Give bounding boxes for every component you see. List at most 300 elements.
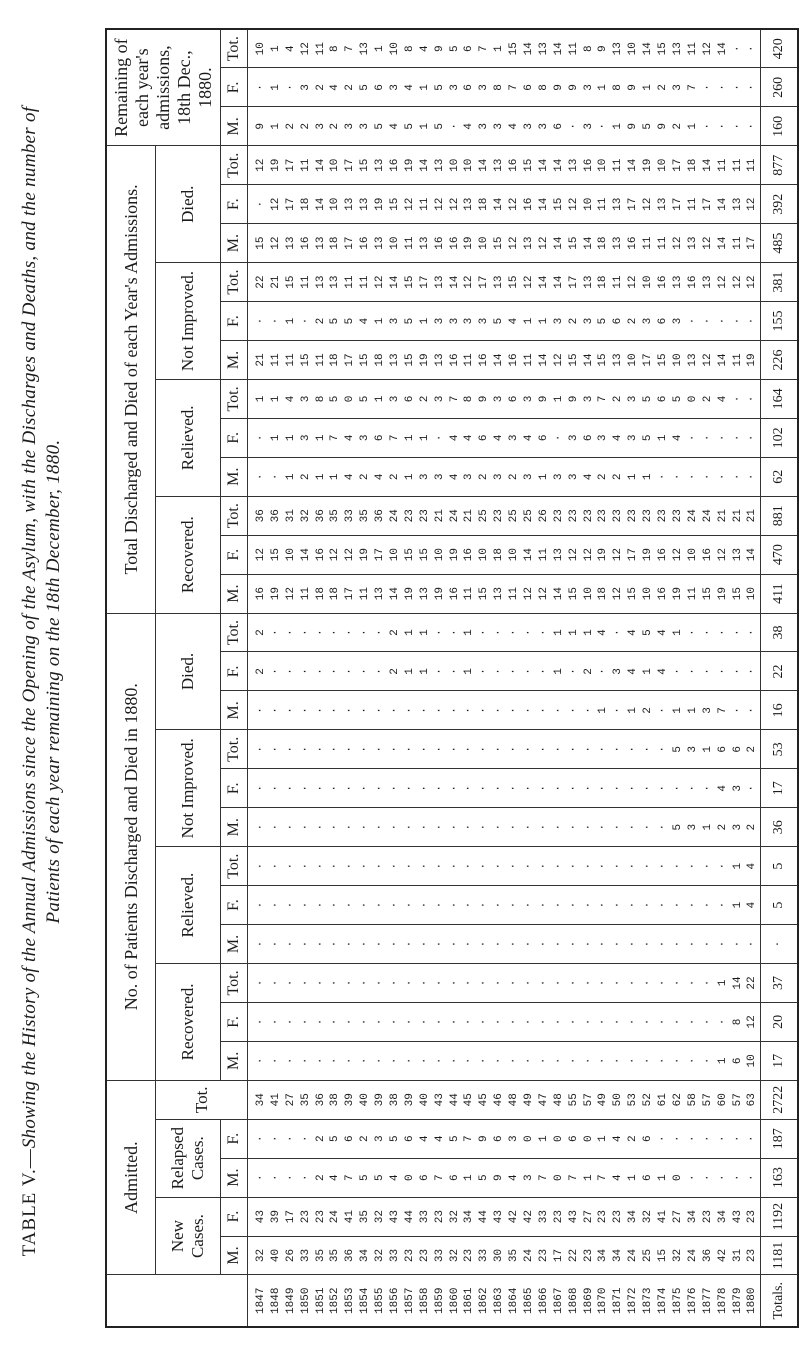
table-cell: 3 [731,784,744,792]
table-cell: 46 [493,1093,506,1107]
table-cell: · [269,1174,282,1181]
table-cell: · [463,901,476,909]
table-cell: 14 [731,976,744,990]
table-cell: · [403,979,416,987]
table-cell: · [686,473,699,481]
table-cell: · [523,979,536,987]
table-cell: 31 [284,509,297,523]
table-cell: 17 [374,548,387,562]
total-ni_f: 155 [761,302,799,341]
table-cell: 33 [433,1248,446,1263]
table-cell: · [537,1018,550,1026]
table-cell: 5 [597,317,610,325]
column-rem_tot [248,29,761,68]
table-cell: · [627,784,640,792]
table-cell: 33 [537,1210,550,1224]
total-n80_f: 17 [761,769,799,808]
table-cell: · [716,1174,729,1181]
table-cell: · [612,1018,625,1026]
table-cell: · [448,668,461,675]
total-rem_m: 160 [761,107,799,146]
table-cell: · [612,707,625,714]
table-cell: 11 [731,353,744,367]
table-cell: · [403,823,416,831]
table-cell: · [671,1057,684,1065]
table-cell: 14 [642,42,655,56]
table-cell: 3 [418,473,431,481]
table-cell: · [403,1057,416,1065]
table-cell: 12 [627,275,640,289]
table-cell: · [389,979,402,987]
table-cell: · [269,746,282,753]
table-cell: 8 [314,395,327,403]
table-cell: 41 [657,1210,670,1224]
table-cell: 1 [403,668,416,675]
year-label: 1850 [299,1287,312,1314]
table-cell: 1 [612,123,625,130]
table-cell: · [329,668,342,675]
subheader-rem_m: M. [221,107,248,146]
table-cell: · [329,784,342,792]
table-cell: 3 [523,123,536,130]
table-cell: · [552,979,565,987]
table-cell: 35 [508,1248,521,1263]
table-cell: 27 [582,1210,595,1224]
table-cell: 36 [314,509,327,523]
table-cell: 6 [523,84,536,91]
table-cell: · [418,746,431,753]
table-cell: · [508,823,521,831]
table-cell: 3 [478,123,491,130]
table-cell: 4 [344,473,357,481]
table-cell: 1 [537,473,550,481]
table-cell: 12 [567,548,580,562]
table-cell: 14 [299,548,312,562]
subheader-rel_m2: M. [221,457,248,496]
column-l80_tot [248,847,761,886]
table-cell: · [746,45,759,53]
table-cell: 2 [284,123,297,130]
table-cell: · [567,1057,580,1065]
table-cell: · [255,473,267,481]
table-cell: 15 [493,236,506,250]
table-cell: 3 [627,395,640,403]
table-cell: 6 [463,45,476,53]
table-cell: · [746,629,759,636]
table-cell: · [746,707,759,714]
table-cell: · [552,784,565,792]
column-l80_m [248,925,761,964]
table-cell: · [582,823,595,831]
table-cell: 11 [642,236,655,250]
table-cell: 2 [359,1135,372,1143]
column-rel_m2 [248,457,761,496]
table-cell: 14 [582,353,595,367]
table-cell: 8 [329,45,342,53]
year-label: 1877 [701,1287,714,1314]
table-caption [18,0,66,1363]
table-cell: · [597,746,610,753]
table-cell: 1 [657,434,670,442]
table-cell: 6 [657,317,670,325]
total-new_f: 1192 [761,1197,799,1236]
table-cell: 40 [359,1093,372,1107]
table-cell: · [686,629,699,636]
table-cell: 6 [448,1174,461,1181]
table-cell: 1 [493,45,506,53]
table-cell: 4 [612,1135,625,1143]
table-cell: 16 [433,236,446,250]
table-cell: 3 [686,823,699,831]
table-cell: 14 [552,275,565,289]
table-cell: · [359,1057,372,1065]
column-rem_m [248,107,761,146]
table-cell: · [478,784,491,792]
table-cell: · [597,901,610,909]
table-cell: 12 [523,587,536,601]
table-cell: · [314,1018,327,1026]
table-cell: 1 [463,668,476,675]
table-cell: · [448,1057,461,1065]
table-cell: · [448,1018,461,1026]
table-cell: 13 [284,236,297,250]
table-cell: · [418,901,431,909]
table-cell: 10 [478,236,491,250]
total-ni_m: 226 [761,341,799,380]
table-cell: 12 [269,236,282,250]
table-cell: 5 [448,45,461,53]
table-cell: · [657,473,670,481]
table-cell: 1 [418,123,431,130]
table-cell: 32 [448,1210,461,1224]
table-cell: · [389,1018,402,1026]
table-cell: 3 [433,395,446,403]
table-cell: 13 [582,275,595,289]
column-rel_tot [248,379,761,418]
not-improved-1880-header: Not Improved. [156,730,221,847]
table-cell: 31 [731,1248,744,1263]
table-cell: · [478,1057,491,1065]
table-cell: · [329,1018,342,1026]
table-cell: 3 [508,434,521,442]
table-cell: · [627,862,640,870]
table-cell: · [329,862,342,870]
year-label: 1873 [642,1287,655,1314]
table-cell: 17 [284,1210,297,1224]
table-cell: 14 [418,158,431,172]
table-cell: 7 [597,1174,610,1181]
table-cell: · [523,746,536,753]
table-cell: 12 [448,197,461,211]
table-cell: 12 [552,353,565,367]
table-cell: 15 [657,1248,670,1263]
table-cell: · [418,1057,431,1065]
table-cell: · [508,707,521,714]
table-cell: · [716,123,729,130]
table-cell: · [701,1135,714,1143]
table-cell: 1 [642,473,655,481]
table-cell: 39 [374,1093,387,1107]
table-cell: · [344,668,357,675]
table-cell: 13 [686,353,699,367]
table-cell: 11 [299,158,312,172]
table-cell: 39 [344,1093,357,1107]
header-row-3 [221,29,248,1327]
table-cell: 13 [567,158,580,172]
table-cell: 2 [508,473,521,481]
table-cell: 17 [284,197,297,211]
table-cell: 11 [612,158,625,172]
table-cell: 13 [537,42,550,56]
table-cell: 21 [731,509,744,523]
table-cell: · [716,862,729,870]
table-cell: 1 [686,123,699,130]
table-cell: 30 [493,1248,506,1263]
table-cell: · [508,979,521,987]
table-cell: 2 [701,395,714,403]
table-cell: 38 [389,1093,402,1107]
table-cell: · [582,784,595,792]
table-cell: 1 [671,629,684,636]
table-cell: 9 [493,1174,506,1181]
table-cell: · [642,862,655,870]
table-cell: 6 [642,1174,655,1181]
table-cell: 3 [389,395,402,403]
table-cell: 8 [612,84,625,91]
column-rec_tot [248,496,761,535]
table-cell: 12 [537,236,550,250]
table-cell: 13 [731,548,744,562]
table-cell: 13 [374,587,387,601]
table-cell: · [255,434,267,442]
table-cell: 35 [329,509,342,523]
table-cell: 11 [359,275,372,289]
table-cell: · [493,1057,506,1065]
table-cell: 11 [731,236,744,250]
table-cell: · [389,707,402,714]
table-cell: 11 [314,353,327,367]
table-cell: 24 [448,509,461,523]
total-rel_m: 163 [761,1158,799,1197]
table-cell: 15 [627,587,640,601]
table-cell: · [746,123,759,130]
table-cell: 1 [463,629,476,636]
table-cell: · [552,746,565,753]
table-cell: · [597,862,610,870]
table-cell: 15 [657,42,670,56]
table-cell: · [686,784,699,792]
table-cell: 3 [433,317,446,325]
table-cell: · [537,784,550,792]
table-cell: 0 [686,395,699,403]
table-cell: · [344,707,357,714]
table-cell: 11 [716,158,729,172]
subheader-rel_m: M. [221,1158,248,1197]
table-cell: · [344,979,357,987]
table-cell: · [686,940,699,948]
column-n80_m [248,808,761,847]
table-cell: · [552,1018,565,1026]
table-cell: · [627,746,640,753]
table-cell: 3 [552,473,565,481]
table-cell: 1 [269,395,282,403]
table-cell: · [523,668,536,675]
table-cell: 49 [597,1093,610,1107]
column-d80_f [248,652,761,691]
table-cell: 1 [567,629,580,636]
table-cell: 5 [374,1174,387,1181]
table-cell: 18 [329,353,342,367]
table-cell: 23 [671,509,684,523]
table-cell: · [284,862,297,870]
table-cell: · [642,1057,655,1065]
table-cell: 13 [329,275,342,289]
total-rel_tot: 164 [761,379,799,418]
table-cell: · [627,979,640,987]
table-cell: · [374,862,387,870]
table-cell: 15 [269,548,282,562]
table-cell: · [657,823,670,831]
table-cell: · [389,823,402,831]
table-cell: 11 [746,158,759,172]
table-cell: 19 [448,548,461,562]
table-cell: 10 [671,353,684,367]
table-cell: 4 [344,434,357,442]
table-cell: · [552,901,565,909]
table-cell: · [359,901,372,909]
table-cell: 9 [567,395,580,403]
table-cell: 23 [582,509,595,523]
table-cell: · [448,901,461,909]
table-cell: 15 [552,197,565,211]
table-cell: 1 [418,668,431,675]
table-cell: · [582,1018,595,1026]
table-cell: · [329,746,342,753]
subheader-rem_f: F. [221,68,248,107]
table-cell: 22 [746,976,759,990]
table-cell: · [269,1057,282,1065]
relieved-1880-header: Relieved. [156,847,221,964]
table-cell: · [597,784,610,792]
total-discharged-header: Total Discharged and Died of each Year's Admissions. [106,146,156,613]
table-cell: 9 [657,123,670,130]
table-cell: 15 [701,587,714,601]
table-cell: 16 [448,587,461,601]
table-cell: 3 [523,395,536,403]
table-cell: · [284,707,297,714]
year-label: 1872 [627,1287,640,1314]
table-cell: 7 [344,45,357,53]
table-cell: · [374,668,387,675]
table-cell: 34 [627,1210,640,1224]
table-cell: · [433,434,446,442]
year-label: 1849 [284,1287,297,1314]
table-cell: · [627,901,640,909]
table-cell: 1 [597,1135,610,1143]
table-cell: 1 [403,434,416,442]
table-cell: 16 [359,236,372,250]
table-cell: · [433,1018,446,1026]
table-cell: · [389,940,402,948]
table-cell: · [269,1018,282,1026]
table-cell: 2 [612,473,625,481]
table-cell: · [508,862,521,870]
table-cell: · [269,901,282,909]
table-cell: · [433,668,446,675]
total-rec_m: 411 [761,574,799,613]
table-cell: 18 [597,236,610,250]
table-cell: 19 [403,587,416,601]
table-cell: 23 [418,1248,431,1263]
table-cell: 23 [746,1210,759,1224]
table-cell: · [731,629,744,636]
table-cell: 4 [612,434,625,442]
table-cell: 34 [597,1248,610,1263]
table-cell: · [612,901,625,909]
table-cell: 60 [716,1093,729,1107]
table-cell: 11 [597,197,610,211]
table-cell: · [701,473,714,481]
table-cell: · [493,668,506,675]
data-row [248,29,761,1327]
table-cell: 1 [537,1135,550,1143]
table-cell: · [612,823,625,831]
table-cell: · [255,746,267,753]
table-cell: · [359,823,372,831]
table-cell: 21 [269,275,282,289]
table-cell: 17 [671,197,684,211]
table-cell: 34 [255,1093,267,1107]
table-cell: 12 [433,197,446,211]
table-cell: 10 [284,548,297,562]
table-cell: 3 [567,434,580,442]
table-cell: 12 [567,197,580,211]
table-cell: 13 [686,236,699,250]
table-cell: 4 [657,629,670,636]
table-cell: 0 [552,1174,565,1181]
table-cell: 4 [716,784,729,792]
table-cell: 9 [552,84,565,91]
table-cell: 10 [508,548,521,562]
table-cell: 11 [269,353,282,367]
table-cell: 35 [359,1210,372,1224]
table-cell: 11 [657,236,670,250]
table-cell: 4 [418,45,431,53]
table-cell: 16 [657,587,670,601]
table-cell: · [686,901,699,909]
table-cell: · [255,784,267,792]
table-cell: · [642,1018,655,1026]
table-cell: · [329,979,342,987]
table-cell: 19 [463,236,476,250]
table-cell: · [731,668,744,675]
table-cell: 17 [746,236,759,250]
table-cell: 42 [716,1248,729,1263]
table-cell: 15 [508,275,521,289]
table-cell: 14 [537,275,550,289]
table-cell: · [657,862,670,870]
table-cell: 3 [299,395,312,403]
total-n80_m: 36 [761,808,799,847]
total-d80_m: 16 [761,691,799,730]
table-cell: 4 [448,473,461,481]
table-cell: 3 [731,823,744,831]
table-cell: 12 [716,548,729,562]
column-n80_tot [248,730,761,769]
table-cell: · [701,901,714,909]
table-cell: 9 [627,123,640,130]
table-cell: · [359,746,372,753]
